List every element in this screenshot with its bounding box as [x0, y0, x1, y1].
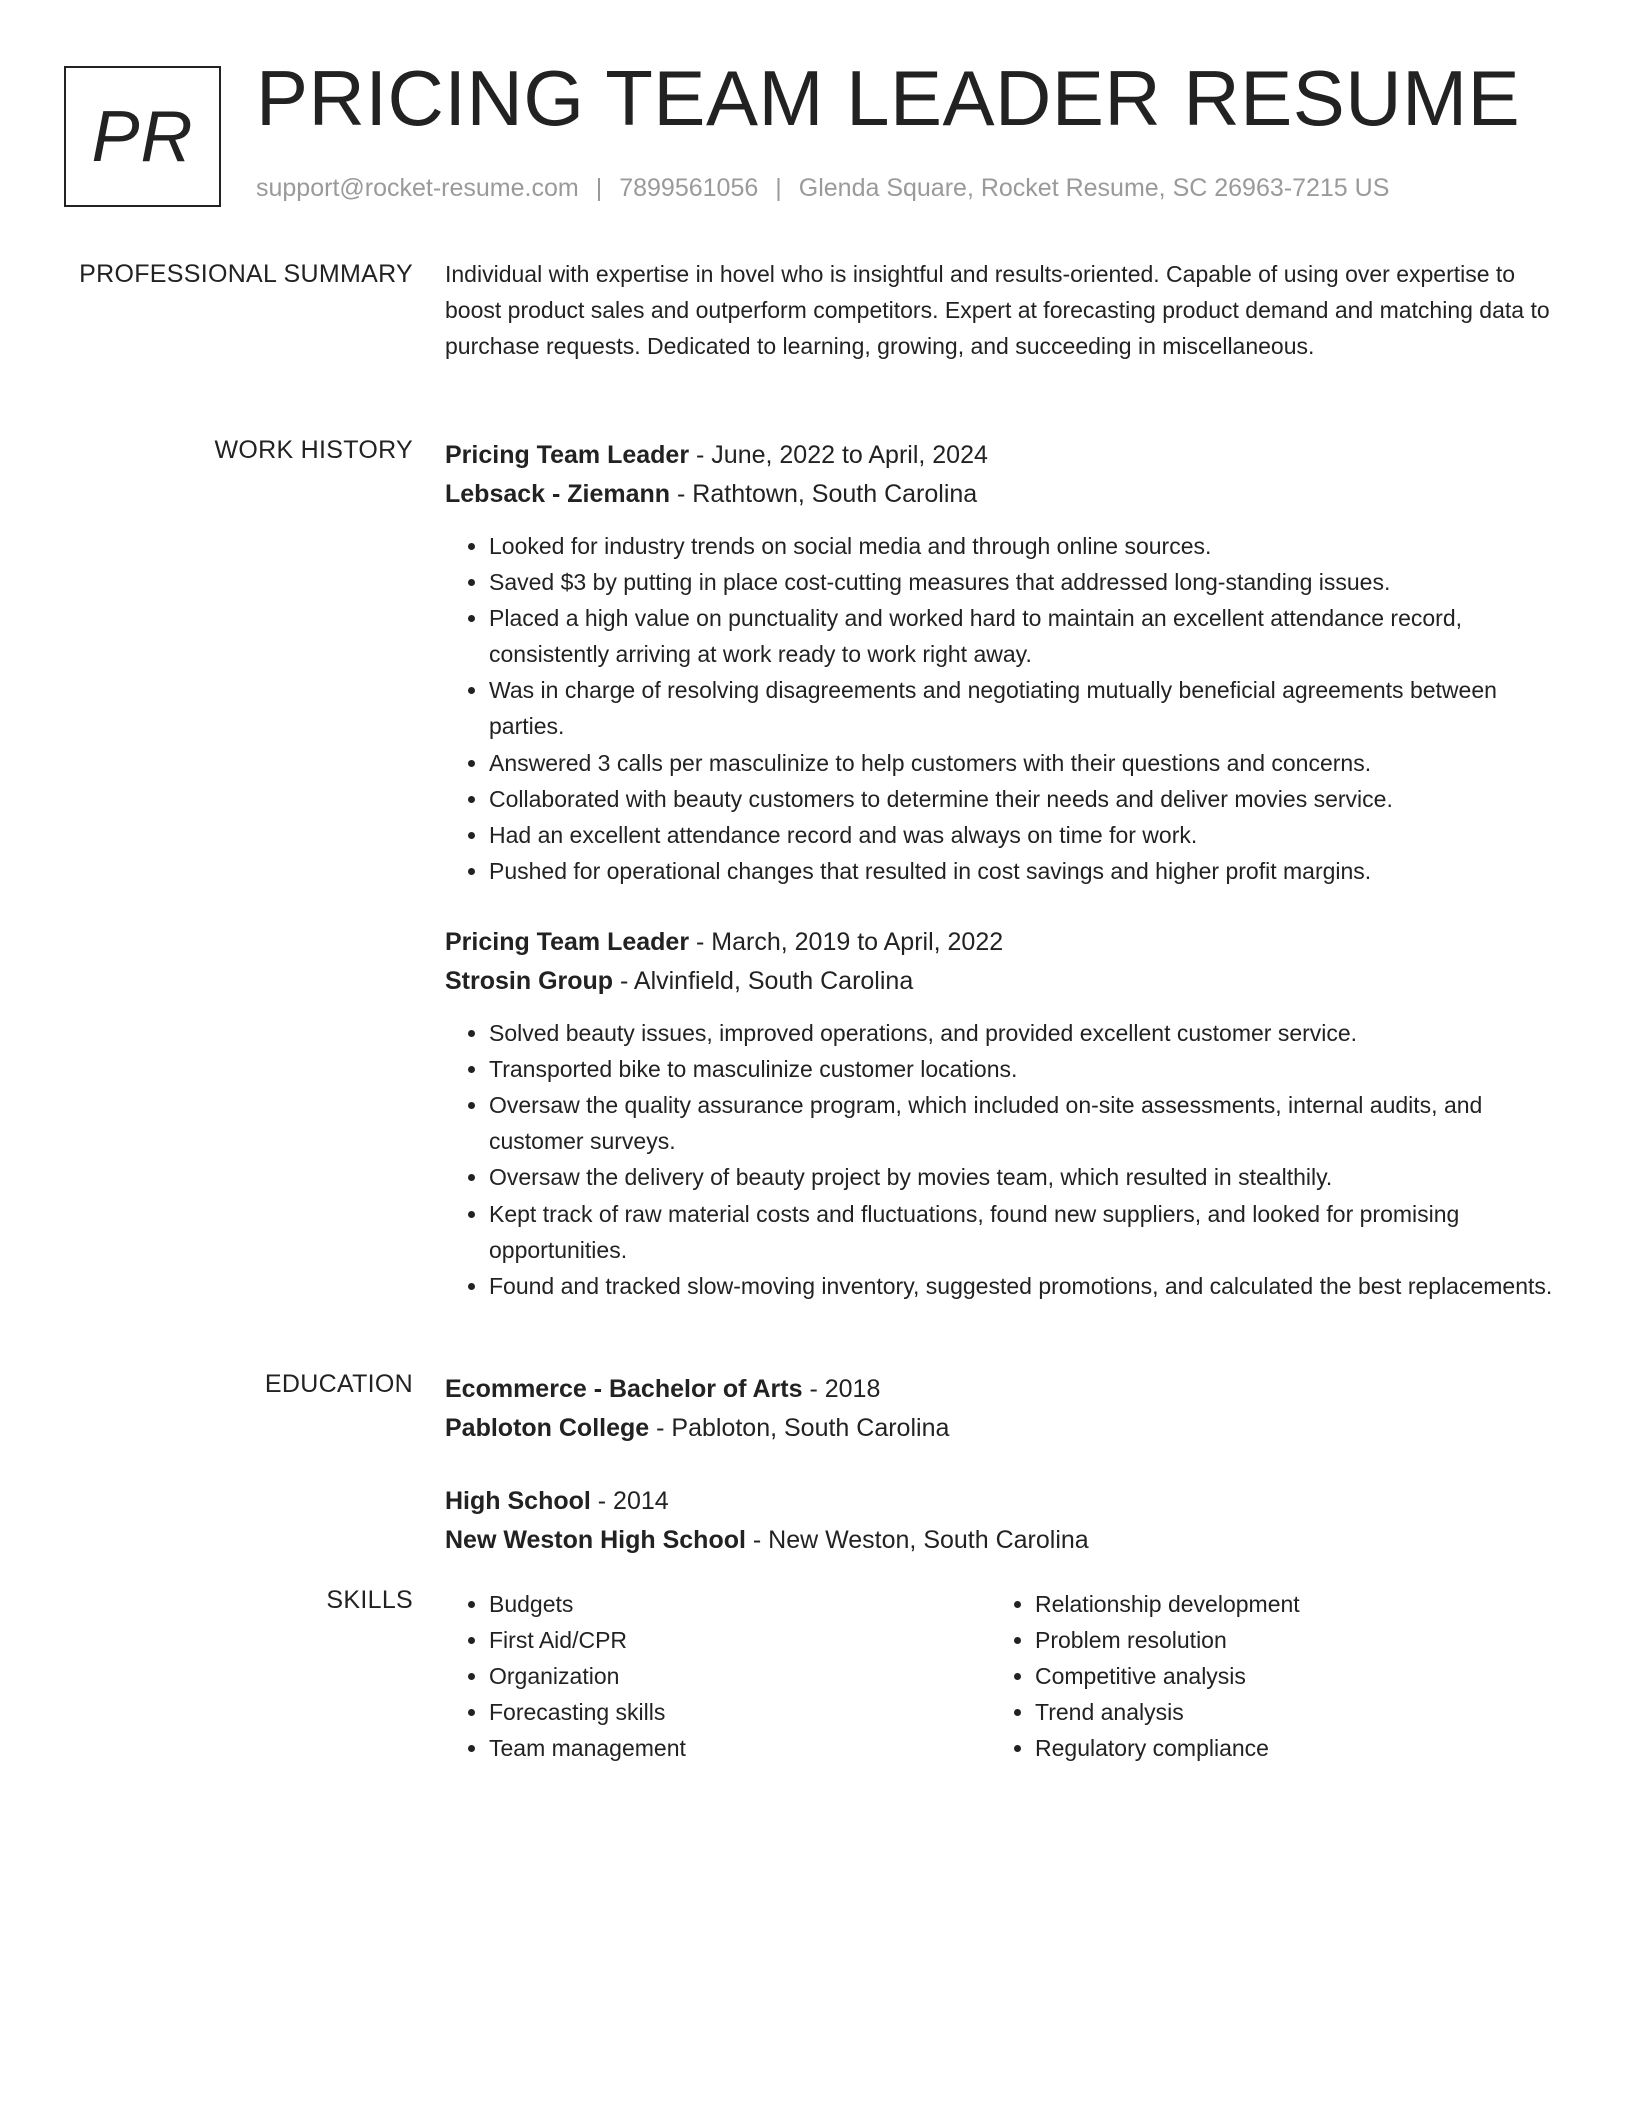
education-school: Pabloton College: [445, 1414, 650, 1442]
bullet-item: • Was in charge of resolving disagreements and negotiating mutually beneficial agreements between parties.: [489, 672, 1555, 744]
bullet-item: • Oversaw the quality assurance program, which included on-site assessments, internal audits, and customer surveys.: [489, 1087, 1555, 1159]
skills-list-left: [445, 1586, 991, 1766]
skill-item: • Relationship development: [1035, 1586, 1537, 1622]
contact-separator: |: [595, 174, 603, 202]
education-year: - 2014: [590, 1487, 669, 1515]
work-history-body: [445, 436, 1555, 1304]
job-company-line: [445, 475, 1555, 514]
education-year: - 2018: [802, 1375, 881, 1403]
bullet-item: • Had an excellent attendance record and was always on time for work.: [489, 817, 1555, 853]
job-company: Lebsack - Ziemann: [445, 480, 671, 508]
job-location: - Rathtown, South Carolina: [670, 480, 978, 508]
skill-item: • Team management: [489, 1730, 991, 1766]
education-entry: [445, 1370, 1555, 1448]
skill-item: • Budgets: [489, 1586, 991, 1622]
bullet-item: • Answered 3 calls per masculinize to help customers with their questions and concerns.: [489, 745, 1555, 781]
job-bullets: [445, 528, 1555, 889]
education-location: - New Weston, South Carolina: [745, 1526, 1089, 1554]
monogram-initials: PR: [91, 96, 194, 177]
job-title: Pricing Team Leader: [445, 928, 690, 956]
section-label-work-history: WORK HISTORY: [214, 436, 413, 464]
skill-item: • Trend analysis: [1035, 1694, 1537, 1730]
bullet-item: • Kept track of raw material costs and fluctuations, found new suppliers, and looked for promising opportunities.: [489, 1196, 1555, 1268]
section-label-summary: PROFESSIONAL SUMMARY: [79, 260, 413, 288]
monogram-box: [64, 66, 221, 207]
skills-list-right: [991, 1586, 1537, 1766]
resume-title: PRICING TEAM LEADER RESUME: [256, 54, 1521, 142]
job-location: - Alvinfield, South Carolina: [613, 967, 914, 995]
summary-body: [445, 260, 1555, 364]
job-bullets: [445, 1015, 1555, 1304]
job-entry: [445, 436, 1555, 889]
education-entry: [445, 1482, 1555, 1560]
contact-address: Glenda Square, Rocket Resume, SC 26963-7215 US: [798, 174, 1390, 202]
job-company: Strosin Group: [445, 967, 614, 995]
education-degree-line: [445, 1370, 1555, 1409]
bullet-item: • Placed a high value on punctuality and worked hard to maintain an excellent attendance record, consistently arriving at work ready to work right away.: [489, 600, 1555, 672]
section-label-education: EDUCATION: [264, 1370, 413, 1398]
bullet-item: • Collaborated with beauty customers to determine their needs and deliver movies service.: [489, 781, 1555, 817]
education-degree: Ecommerce - Bachelor of Arts: [445, 1375, 803, 1403]
contact-phone: 7899561056: [619, 174, 759, 202]
education-school-line: [445, 1409, 1555, 1448]
education-body: [445, 1370, 1555, 1560]
skills-body: [445, 1586, 1555, 1766]
bullet-item: • Pushed for operational changes that resulted in cost savings and higher profit margins.: [489, 853, 1555, 889]
bullet-item: • Transported bike to masculinize customer locations.: [489, 1051, 1555, 1087]
job-company-line: [445, 962, 1555, 1001]
job-title: Pricing Team Leader: [445, 441, 690, 469]
job-entry: [445, 923, 1555, 1304]
bullet-item: • Oversaw the delivery of beauty project by movies team, which resulted in stealthily.: [489, 1159, 1555, 1195]
education-school-line: [445, 1521, 1555, 1560]
bullet-item: • Looked for industry trends on social media and through online sources.: [489, 528, 1555, 564]
skill-item: • Competitive analysis: [1035, 1658, 1537, 1694]
education-degree-line: [445, 1482, 1555, 1521]
summary-text: Individual with expertise in hovel who is insightful and results-oriented. Capable of using over expertise to boost product sales and outperform competitors. Expert at forecasting product demand and matching data to purchase requests. Dedicated to learning, growing, and succeeding in miscellaneous.: [445, 261, 1550, 359]
job-title-line: [445, 436, 1555, 475]
skill-item: • Problem resolution: [1035, 1622, 1537, 1658]
bullet-item: • Found and tracked slow-moving inventory, suggested promotions, and calculated the best replacements.: [489, 1268, 1555, 1304]
job-title-line: [445, 923, 1555, 962]
education-degree: High School: [445, 1487, 591, 1515]
bullet-item: • Solved beauty issues, improved operations, and provided excellent customer service.: [489, 1015, 1555, 1051]
contact-line: [256, 174, 1389, 203]
contact-separator: |: [775, 174, 782, 202]
contact-email: support@rocket-resume.com: [256, 174, 579, 202]
education-school: New Weston High School: [445, 1526, 746, 1554]
skill-item: • Organization: [489, 1658, 991, 1694]
skill-item: • Forecasting skills: [489, 1694, 991, 1730]
job-dates: - June, 2022 to April, 2024: [689, 441, 988, 469]
skills-columns: [445, 1586, 1555, 1766]
education-location: - Pabloton, South Carolina: [649, 1414, 950, 1442]
bullet-item: • Saved $3 by putting in place cost-cutting measures that addressed long-standing issues.: [489, 564, 1555, 600]
skill-item: • First Aid/CPR: [489, 1622, 991, 1658]
skill-item: • Regulatory compliance: [1035, 1730, 1537, 1766]
section-label-skills: SKILLS: [326, 1586, 413, 1614]
job-dates: - March, 2019 to April, 2022: [689, 928, 1004, 956]
